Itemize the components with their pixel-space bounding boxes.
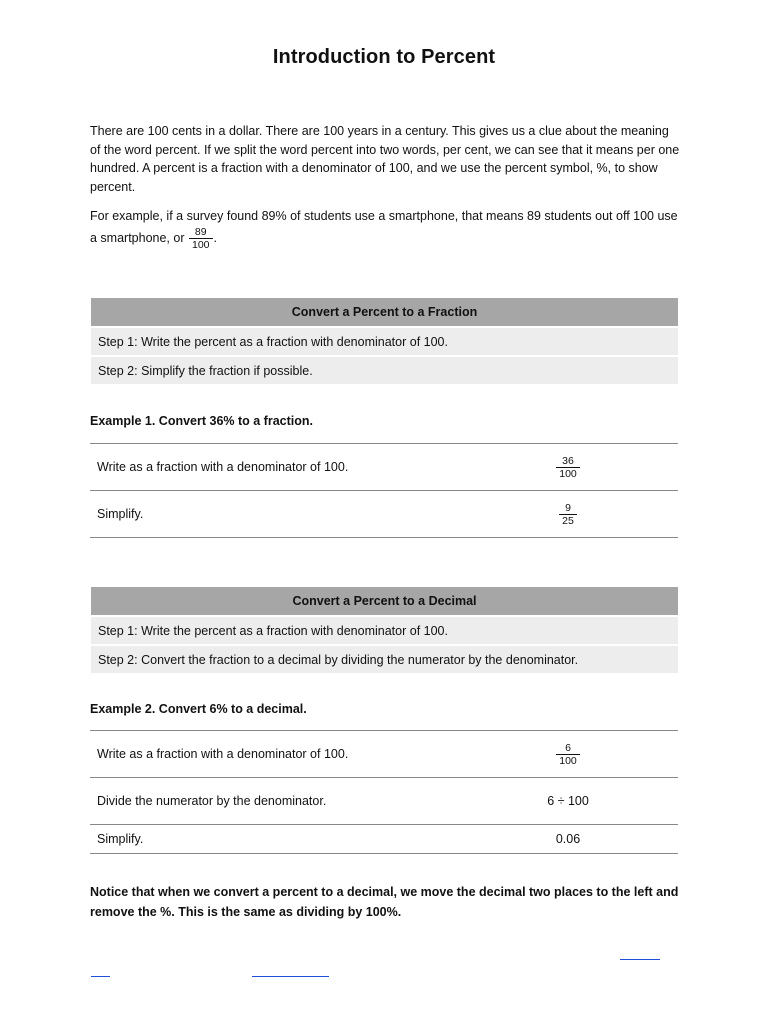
intro-paragraph-2 [90,207,680,251]
fraction-denominator: 100 [191,238,210,251]
table-row [90,444,678,491]
fraction-numerator: 9 [559,502,577,515]
footer-link-line[interactable] [620,959,660,960]
fraction-9-over-25 [559,502,577,527]
example-1-row-2-result [511,491,678,538]
fraction-89-over-100 [189,226,213,251]
summary-note: Notice that when we convert a percent to a decimal, we move the decimal two places to the left and remove the %. This is the same as dividing by 100%. [90,885,679,919]
example-2-row-1-description: Write as a fraction with a denominator of 100. [90,731,511,778]
example-2-row-2-result: 6 ÷ 100 [511,778,678,825]
fraction-denominator: 100 [559,467,577,480]
fraction-numerator: 6 [556,742,580,755]
example-1-row-1-result [511,444,678,491]
example-1-row-2-description: Simplify. [90,491,511,538]
percent-to-fraction-step-1: Step 1: Write the percent as a fraction with denominator of 100. [91,327,678,356]
example-1-table [90,443,678,538]
table-row [90,731,678,778]
percent-to-decimal-step-1: Step 1: Write the percent as a fraction with denominator of 100. [91,616,678,645]
fraction-numerator: 89 [189,226,213,239]
footer-link-line[interactable] [91,976,110,977]
percent-to-decimal-box [91,587,678,673]
example-1-title: Example 1. Convert 36% to a fraction. [90,414,313,428]
percent-to-decimal-step-2: Step 2: Convert the fraction to a decimal by dividing the numerator by the denominator. [91,645,678,673]
example-2-row-1-result [511,731,678,778]
fraction-6-over-100 [556,742,580,767]
table-row [90,825,678,854]
table-row [90,491,678,538]
fraction-denominator: 25 [562,514,574,527]
percent-to-decimal-header: Convert a Percent to a Decimal [91,587,678,616]
example-2-title: Example 2. Convert 6% to a decimal. [90,702,307,716]
table-row [90,778,678,825]
example-2-row-3-description: Simplify. [90,825,511,854]
page-title: Introduction to Percent [272,46,496,68]
example-2-row-2-description: Divide the numerator by the denominator. [90,778,511,825]
example-2-table [90,730,678,854]
percent-to-fraction-header: Convert a Percent to a Fraction [91,298,678,327]
intro-paragraph-1: There are 100 cents in a dollar. There are 100 years in a century. This gives us a clue about the meaning of the word percent. If we split the word percent into two words, per cent, we can see that it means per one hundred. A percent is a fraction with a denominator of 100, and we use the percent symbol, %, to show percent. [90,124,680,194]
percent-to-fraction-box [91,298,678,384]
intro-paragraph-2-text: For example, if a survey found 89% of students use a smartphone, that means 89 students out off 100 use a smartphone, or [90,209,678,245]
percent-to-fraction-step-2: Step 2: Simplify the fraction if possible. [91,356,678,384]
fraction-numerator: 36 [556,455,580,468]
fraction-denominator: 100 [559,754,577,767]
example-1-row-1-description: Write as a fraction with a denominator of 100. [90,444,511,491]
intro-paragraph-2-end: . [213,230,217,245]
footer-link-line[interactable] [252,976,329,977]
example-2-row-3-result: 0.06 [511,825,678,854]
fraction-36-over-100 [556,455,580,480]
